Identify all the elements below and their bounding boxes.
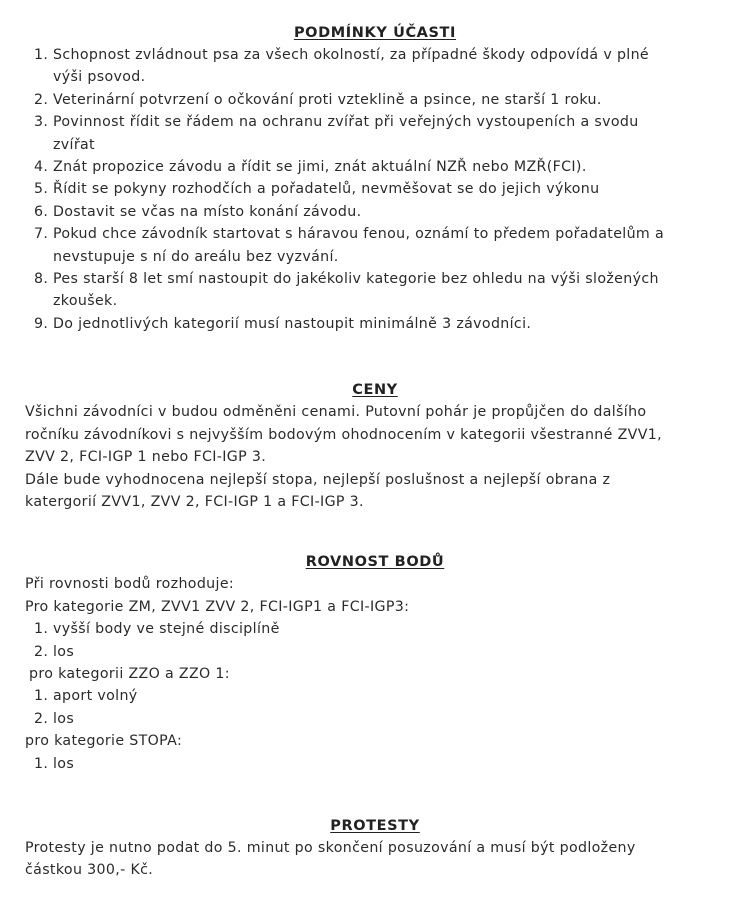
document-page bbox=[25, 22, 725, 882]
item-text: los bbox=[53, 710, 75, 727]
conditions-heading: PODMÍNKY ÚČASTI bbox=[293, 25, 457, 41]
section-tie bbox=[25, 551, 725, 775]
prizes-line: Dále bude vyhodnocena nejlepší stopa, nejlepší poslušnost a nejlepší obrana z bbox=[25, 471, 611, 488]
item-number: 1. bbox=[34, 621, 49, 638]
item-text: aport volný bbox=[53, 688, 138, 705]
protests-heading: PROTESTY bbox=[330, 817, 420, 834]
item-text: Schopnost zvládnout psa za všech okolností, za případné škody odpovídá v plné bbox=[53, 47, 650, 63]
item-text: Povinnost řídit se řádem na ochranu zvířat při veřejných vystoupeních a svodu bbox=[53, 114, 639, 131]
list-item bbox=[25, 685, 725, 707]
item-text: Pokud chce závodník startovat s háravou fenou, oznámí to předem pořadatelům a bbox=[53, 226, 664, 243]
item-number: 1. bbox=[34, 47, 49, 63]
item-number: 5. bbox=[34, 181, 49, 198]
item-number: 7. bbox=[34, 226, 49, 243]
list-item bbox=[25, 708, 725, 730]
list-item bbox=[25, 201, 725, 223]
item-text: Pes starší 8 let smí nastoupit do jakékoliv kategorie bez ohledu na výši složených bbox=[53, 271, 659, 288]
protests-line: částkou 300,- Kč. bbox=[25, 862, 154, 879]
item-number: 1. bbox=[34, 688, 49, 705]
item-number: 4. bbox=[34, 159, 49, 176]
section-prizes bbox=[25, 379, 725, 513]
item-text: los bbox=[53, 755, 75, 772]
prizes-line: Všichni závodníci v budou odměněni cenami. Putovní pohár je propůjčen do dalšího bbox=[25, 404, 647, 421]
item-text: Veterinární potvrzení o očkování proti vzteklině a psince, ne starší 1 roku. bbox=[53, 91, 602, 108]
list-item bbox=[25, 111, 725, 156]
list-item bbox=[25, 313, 725, 335]
item-text-cont: zvířat bbox=[53, 136, 95, 153]
list-item bbox=[25, 156, 725, 178]
prizes-line: katergorií ZVV1, ZVV 2, FCI-IGP 1 a FCI-IGP 3. bbox=[25, 493, 364, 510]
item-text-cont: výši psovod. bbox=[53, 69, 146, 86]
item-number: 2. bbox=[34, 643, 49, 660]
item-text: Do jednotlivých kategorií musí nastoupit minimálně 3 závodníci. bbox=[53, 315, 532, 332]
protests-line: Protesty je nutno podat do 5. minut po skončení posuzování a musí být podloženy bbox=[25, 839, 636, 856]
tie-intro: Při rovnosti bodů rozhoduje: bbox=[25, 576, 235, 593]
item-number: 8. bbox=[34, 271, 49, 288]
item-text-cont: zkoušek. bbox=[53, 293, 118, 310]
list-item bbox=[25, 89, 725, 111]
list-item bbox=[25, 268, 725, 313]
item-text: vyšší body ve stejné disciplíně bbox=[53, 621, 280, 638]
item-number: 3. bbox=[34, 114, 49, 131]
tie-group3-label: pro kategorie STOPA: bbox=[25, 733, 183, 750]
spacer bbox=[25, 775, 725, 815]
item-text-cont: nevstupuje s ní do areálu bez vyzvání. bbox=[53, 248, 339, 265]
list-item bbox=[25, 44, 725, 89]
tie-group2-list bbox=[25, 685, 725, 730]
item-number: 9. bbox=[34, 315, 49, 332]
list-item bbox=[25, 223, 725, 268]
item-number: 2. bbox=[34, 91, 49, 108]
tie-group1-list bbox=[25, 618, 725, 663]
prizes-heading: CENY bbox=[352, 382, 398, 399]
list-item bbox=[25, 641, 725, 663]
prizes-line: ročníku závodníkovi s nejvyšším bodovým ohodnocením v kategorii všestranné ZVV1, bbox=[25, 426, 662, 443]
list-item bbox=[25, 618, 725, 640]
item-text: Znát propozice závodu a řídit se jimi, znát aktuální NZŘ nebo MZŘ(FCI). bbox=[53, 159, 587, 176]
prizes-line: ZVV 2, FCI-IGP 1 nebo FCI-IGP 3. bbox=[25, 449, 267, 466]
item-text: Dostavit se včas na místo konání závodu. bbox=[53, 203, 362, 220]
tie-heading: ROVNOST BODŮ bbox=[305, 554, 445, 571]
list-item bbox=[25, 178, 725, 200]
list-item bbox=[25, 753, 725, 775]
tie-group2-label: pro kategorii ZZO a ZZO 1: bbox=[29, 665, 230, 682]
item-number: 2. bbox=[34, 710, 49, 727]
tie-group1-label: Pro kategorie ZM, ZVV1 ZVV 2, FCI-IGP1 a FCI-IGP3: bbox=[25, 598, 410, 615]
conditions-list bbox=[25, 44, 725, 335]
item-text: Řídit se pokyny rozhodčích a pořadatelů, nevměšovat se do jejich výkonu bbox=[53, 181, 600, 198]
item-text: los bbox=[53, 643, 75, 660]
tie-group3-list bbox=[25, 753, 725, 775]
spacer bbox=[25, 513, 725, 551]
spacer bbox=[25, 335, 725, 379]
item-number: 6. bbox=[34, 203, 49, 220]
section-protests bbox=[25, 815, 725, 882]
item-number: 1. bbox=[34, 755, 49, 772]
section-conditions bbox=[25, 22, 725, 335]
